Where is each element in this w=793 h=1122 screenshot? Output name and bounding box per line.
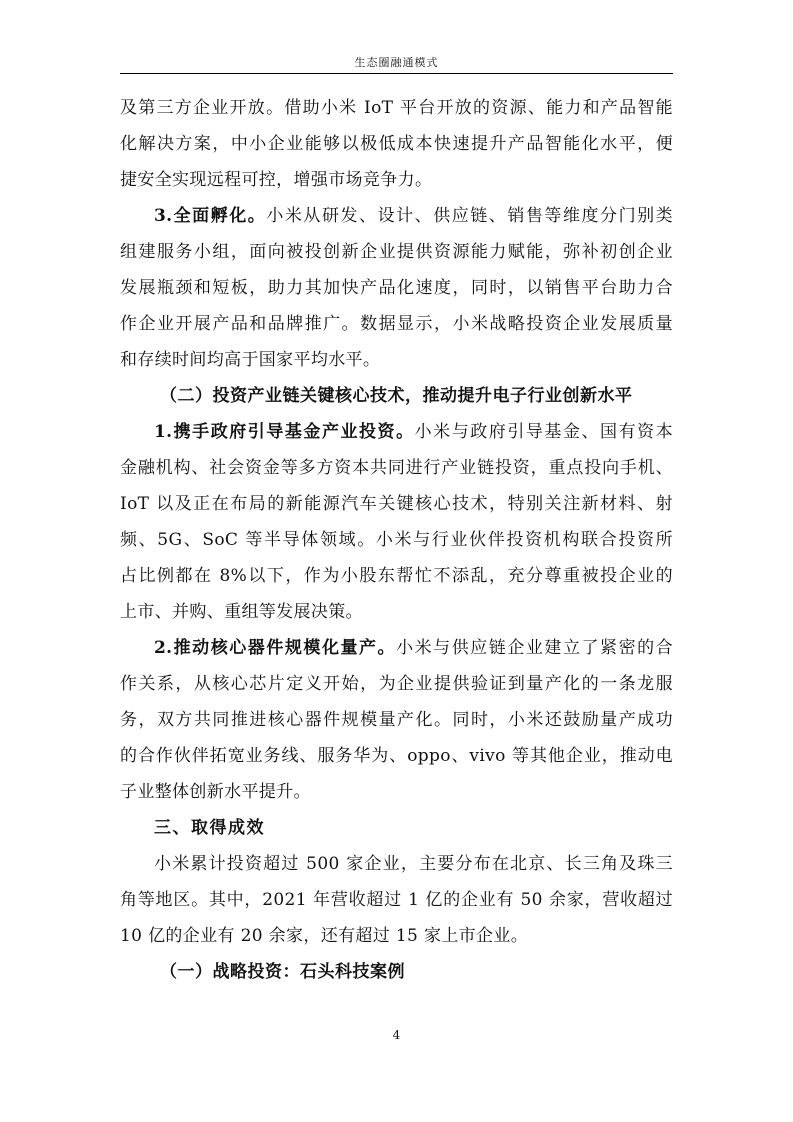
text-line: 作企业开展产品和品牌推广。数据显示，小米战略投资企业发展质量 [120, 314, 673, 334]
text-line: 捷安全实现远程可控，增强市场竞争力。 [120, 170, 433, 190]
paragraph-core-components [120, 630, 673, 810]
text-line [120, 414, 673, 450]
section-heading: （二）投资产业链关键核心技术，推动提升电子行业创新水平 [160, 386, 633, 406]
paragraph-full-incubation [120, 198, 673, 378]
text-line: 10 亿的企业有 20 余家，还有超过 15 家上市企业。 [120, 926, 529, 946]
paragraph-lead: 3.全面孵化。 [154, 206, 267, 226]
text-line: 频、5G、SoC 等半导体领域。小米与行业伙伴投资机构联合投资所 [120, 530, 673, 550]
text-line: 金融机构、社会资金等多方资本共同进行产业链投资，重点投向手机、 [120, 458, 673, 478]
text-line: 上市、并购、重组等发展决策。 [120, 602, 363, 622]
text-line [120, 630, 673, 666]
page-body [120, 90, 673, 990]
paragraph-lead: 1.携手政府引导基金产业投资。 [154, 422, 415, 442]
header-rule [120, 73, 673, 74]
text-line: IoT 以及正在布局的新能源汽车关键核心技术，特别关注新材料、射 [120, 494, 673, 514]
paragraph-results [120, 846, 673, 954]
paragraph-continuation [120, 90, 673, 198]
text-line: 和存续时间均高于国家平均水平。 [120, 350, 381, 370]
text-span: 小米从研发、设计、供应链、销售等维度分门别类 [266, 206, 674, 226]
paragraph-lead: 2.推动核心器件规模化量产。 [154, 638, 397, 658]
text-line: 子业整体创新水平提升。 [120, 782, 311, 802]
text-line [120, 198, 673, 234]
text-line: 务，双方共同推进核心器件规模量产化。同时，小米还鼓励量产成功 [120, 710, 673, 730]
text-line: 占比例都在 8%以下，作为小股东帮忙不添乱，充分尊重被投企业的 [120, 566, 673, 586]
text-line: 发展瓶颈和短板，助力其加快产品化速度，同时，以销售平台助力合 [120, 278, 673, 298]
text-line: 化解决方案，中小企业能够以极低成本快速提升产品智能化水平，便 [120, 134, 673, 154]
text-span: 小米与政府引导基金、国有资本 [414, 422, 673, 442]
text-line: 作关系，从核心芯片定义开始，为企业提供验证到量产化的一条龙服 [120, 674, 673, 694]
text-line: 的合作伙伴拓宽业务线、服务华为、oppo、vivo 等其他企业，推动电 [120, 746, 673, 766]
text-line: 及第三方企业开放。借助小米 IoT 平台开放的资源、能力和产品智能 [120, 98, 673, 118]
subsection-heading: （一）战略投资：石头科技案例 [160, 962, 405, 982]
text-line: 角等地区。其中，2021 年营收超过 1 亿的企业有 50 余家，营收超过 [120, 890, 673, 910]
paragraph-government-fund [120, 414, 673, 630]
text-line: 小米累计投资超过 500 家企业，主要分布在北京、长三角及珠三 [154, 854, 673, 874]
text-span: 小米与供应链企业建立了紧密的合 [396, 638, 673, 658]
running-header: 生态圈融通模式 [354, 56, 439, 69]
chapter-heading: 三、取得成效 [154, 818, 265, 838]
page-number: 4 [392, 1028, 401, 1042]
text-line: 组建服务小组，面向被投创新企业提供资源能力赋能，弥补初创企业 [120, 242, 673, 262]
